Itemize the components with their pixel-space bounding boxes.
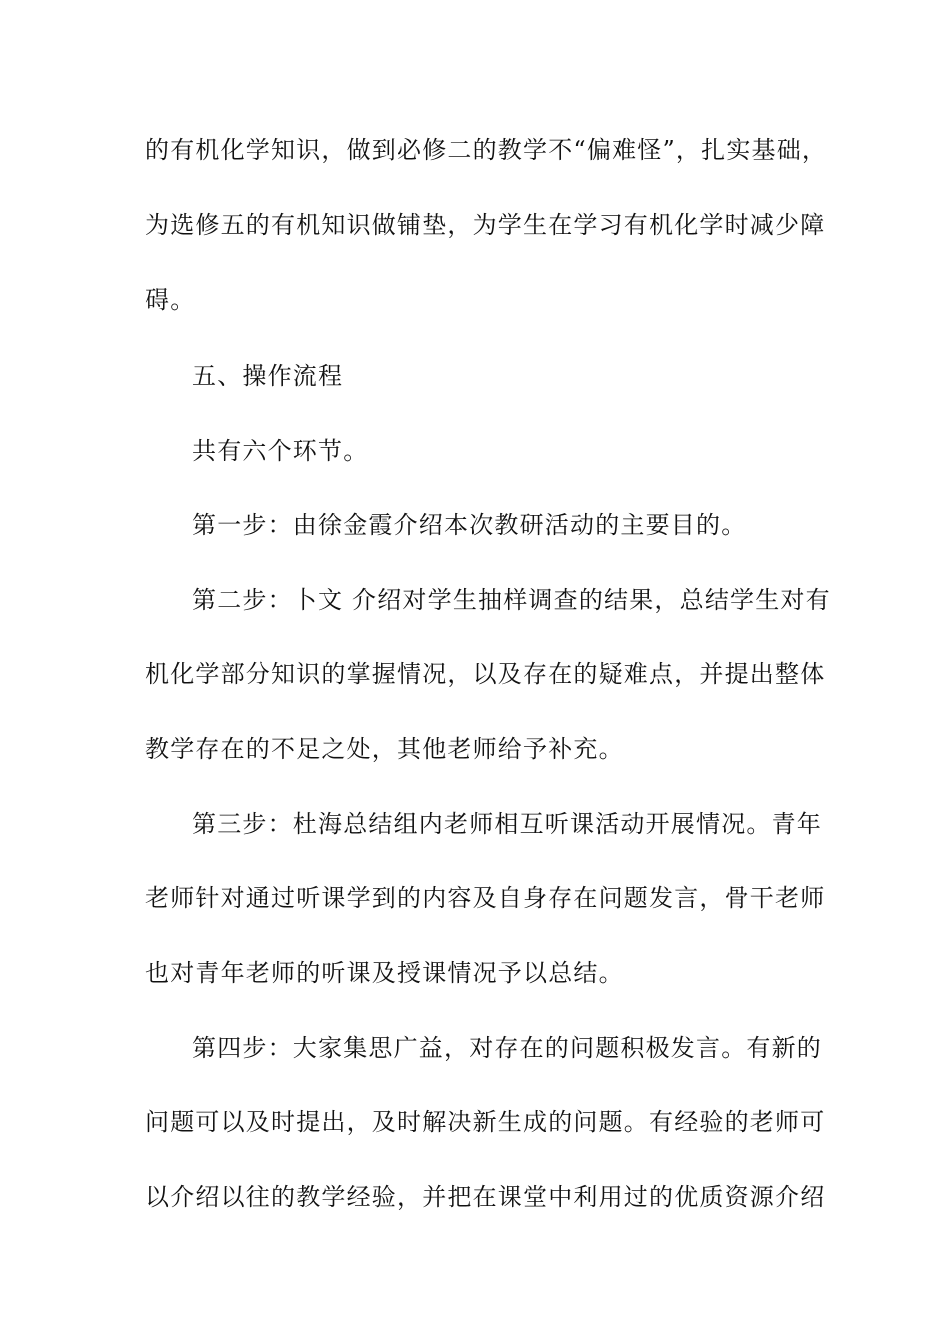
step-four-line: 第四步：大家集思广益，对存在的问题积极发言。有新的 [192,1034,822,1062]
text-line: 以介绍以往的教学经验，并把在课堂中利用过的优质资源介绍 [145,1183,826,1211]
step-two-line: 第二步：卜文 介绍对学生抽样调查的结果，总结学生对有 [192,586,831,614]
text-line: 老师针对通过听课学到的内容及自身存在问题发言，骨干老师 [145,884,826,912]
text-line: 碍。 [145,286,196,314]
text-line: 问题可以及时提出，及时解决新生成的问题。有经验的老师可 [145,1108,826,1136]
section-heading: 五、操作流程 [192,362,344,390]
text-line: 也对青年老师的听课及授课情况予以总结。 [145,959,624,987]
text-line: 共有六个环节。 [192,437,369,465]
text-line: 教学存在的不足之处，其他老师给予补充。 [145,735,624,763]
text-line: 的有机化学知识，做到必修二的教学不“偏难怪”，扎实基础， [145,136,828,164]
text-line: 为选修五的有机知识做铺垫，为学生在学习有机化学时减少障 [145,211,826,239]
step-three-line: 第三步：杜海总结组内老师相互听课活动开展情况。青年 [192,810,822,838]
text-line: 机化学部分知识的掌握情况，以及存在的疑难点，并提出整体 [145,660,826,688]
step-one-line: 第一步：由徐金霞介绍本次教研活动的主要目的。 [192,511,747,539]
